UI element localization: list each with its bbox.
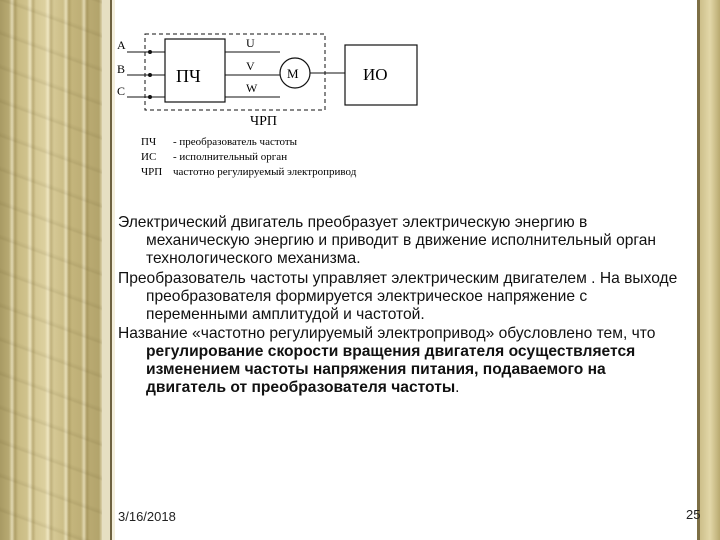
legend-desc: - исполнительный орган <box>173 151 288 163</box>
paragraph-name-end: . <box>455 379 460 397</box>
legend-abbr: ПЧ <box>141 136 157 148</box>
input-label-b: B <box>117 62 126 76</box>
input-label-a: A <box>117 38 126 52</box>
decorative-bar <box>102 0 110 540</box>
paragraph-name-bold: регулирование скорости вращения двигателя осуществляется изменением частоты напряжения питания, подаваемого на двигатель от преобразователя частоты <box>146 343 636 397</box>
paragraph-name <box>118 325 690 397</box>
slide-date: 3/16/2018 <box>118 509 176 524</box>
legend-desc: частотно регулируемый электропривод <box>173 166 357 178</box>
output-label-u: U <box>246 36 255 50</box>
input-label-c: C <box>117 84 126 98</box>
circuit-diagram <box>115 12 425 184</box>
chrp-label: ЧРП <box>250 114 277 129</box>
paragraph-motor: Электрический двигатель преобразует электрическую энергию в механическую энергию и приводит в движение исполнительный орган технологического механизма. <box>118 214 657 267</box>
legend-abbr: ИС <box>141 151 157 163</box>
motor-label: М <box>287 66 299 81</box>
decorative-right-strip <box>700 0 720 540</box>
paragraph-converter: Преобразователь частоты управляет электрическим двигателем . На выходе преобразователя формируется электрическое напряжение с переменными амплитудой и частотой. <box>118 269 678 323</box>
paragraph-name-text: Название «частотно регулируемый электропривод» обусловлено тем, что <box>118 325 656 343</box>
body-text <box>118 214 690 399</box>
decorative-gold-strip <box>0 0 102 540</box>
output-label-w: W <box>246 81 258 95</box>
legend-abbr: ЧРП <box>141 166 163 178</box>
output-label-v: V <box>246 59 255 73</box>
pch-label: ПЧ <box>176 66 201 86</box>
legend-desc: - преобразователь частоты <box>173 136 298 148</box>
io-label: ИО <box>363 65 388 84</box>
slide-number: 25 <box>686 507 701 522</box>
